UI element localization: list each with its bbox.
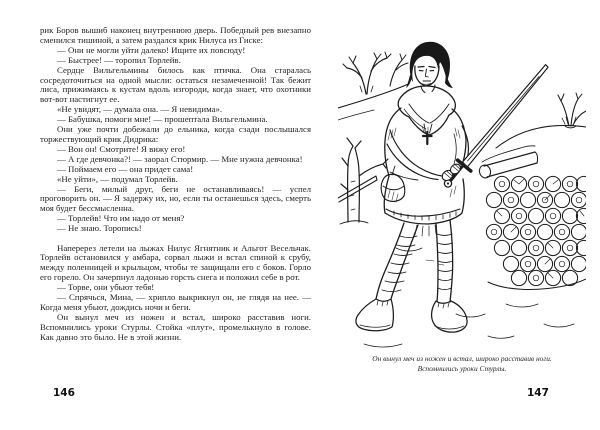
under-hem-hatch xyxy=(415,225,436,236)
paragraph: — Торлейв! Что им надо от меня? xyxy=(57,213,185,224)
paragraph: — Спрячься, Мина, — хрипло выкрикнул он, не глядя на нее. — Когда меня убьют, дождись ночи и беги. xyxy=(40,292,311,312)
caption-line-2: Вспомнились уроки Стурлы. xyxy=(417,363,507,373)
tunic-shading xyxy=(388,126,460,202)
illustration-caption xyxy=(330,354,594,373)
page-number-right: 147 xyxy=(527,387,549,399)
boy-figure xyxy=(356,42,548,332)
snow-slope xyxy=(338,85,407,121)
woodpile xyxy=(478,146,586,290)
paragraph: — Вон он! Смотрите! Я вижу его! xyxy=(57,143,186,154)
paragraph: — Не знаю. Торопись! xyxy=(57,223,142,234)
snow-mound-with-twigs xyxy=(496,93,586,148)
left-arm xyxy=(387,130,442,180)
paragraph: «Не увидят, — думала она. — Я невидима». xyxy=(57,104,223,115)
paragraph: «Не уйти», — подумал Торлейв. xyxy=(57,173,178,184)
eyebrows xyxy=(418,67,435,68)
right-leg xyxy=(432,220,468,332)
paragraph: — Поймаем его — она придет сама! xyxy=(57,163,194,174)
dead-snag xyxy=(338,138,388,224)
hem-band xyxy=(386,209,460,216)
cross-pendant xyxy=(423,132,432,144)
paragraph: — Торве, они убьют тебя! xyxy=(57,282,155,293)
paragraph: Он вынул меч из ножен и встал, широко расставив ноги. Вспомнились уроки Стурлы. Стойка «плут», промелькнуло в голове. Как давно это было. Не в этой жизни. xyxy=(40,311,311,342)
paragraph: — Быстрее! — торопил Торлейв. xyxy=(57,54,181,65)
caption-line-1: Он вынул меч из ножен и встал, широко расставив ноги. xyxy=(372,354,552,363)
paragraph: — Бабушка, помоги мне! — прошептала Вильгельмина. xyxy=(57,114,268,125)
left-page-text-column xyxy=(40,26,311,343)
page-number-left: 146 xyxy=(53,387,75,399)
paragraph-section-start: Наперерез летели на лыжах Нилус Ягнятник и Альгот Весельчак. Торлейв остановился у амбара, сорвал лыжи и встал спиной к срубу, между поленницей и крыльцом, чтобы те защищали его с боков. Горло его горело. Он зачерпнул ладонью горсть снега и положил себе в рот. xyxy=(40,242,311,283)
paragraph: рик Боров вышиб наконец внутреннюю дверь. Победный рев внезапно сменился тишиной, а затем раздался крик Нилуса из Гиске: xyxy=(40,25,311,45)
cowl xyxy=(398,86,455,135)
chin-shade xyxy=(421,84,431,85)
paragraph: — Они не могли уйти далеко! Ищите их повсюду! xyxy=(57,44,246,55)
paragraph: — А где девчонка?! — заорал Стюрмир. — Мне нужна девчонка! xyxy=(57,153,303,164)
nose xyxy=(425,69,428,77)
paragraph: Сердце Вильгельмины билось как птичка. Она старалась сосредоточиться на одной мысли: остаться незамеченной! Так бежит лиса, прижимаясь к кустам вдоль изгороди, когда знает, что охотники вот-вот настигнут ее. xyxy=(40,64,311,105)
paragraph: Они уже почти добежали до ельника, когда сзади послышался торжествующий крик Дидрика: xyxy=(40,124,311,144)
snow-ground-marks xyxy=(364,248,574,347)
sword-fuller xyxy=(468,77,540,162)
paragraph: — Беги, милый друг, беги не останавливаясь! — успел проговорить он. — Я задержу их, но, если ты останешься здесь, смерть моя будет бессмысленна. xyxy=(40,183,311,214)
right-boot xyxy=(432,301,468,332)
illustration-boy-with-sword xyxy=(338,14,586,348)
left-leg xyxy=(356,223,418,331)
belt xyxy=(390,172,418,180)
log-ends xyxy=(486,176,586,285)
